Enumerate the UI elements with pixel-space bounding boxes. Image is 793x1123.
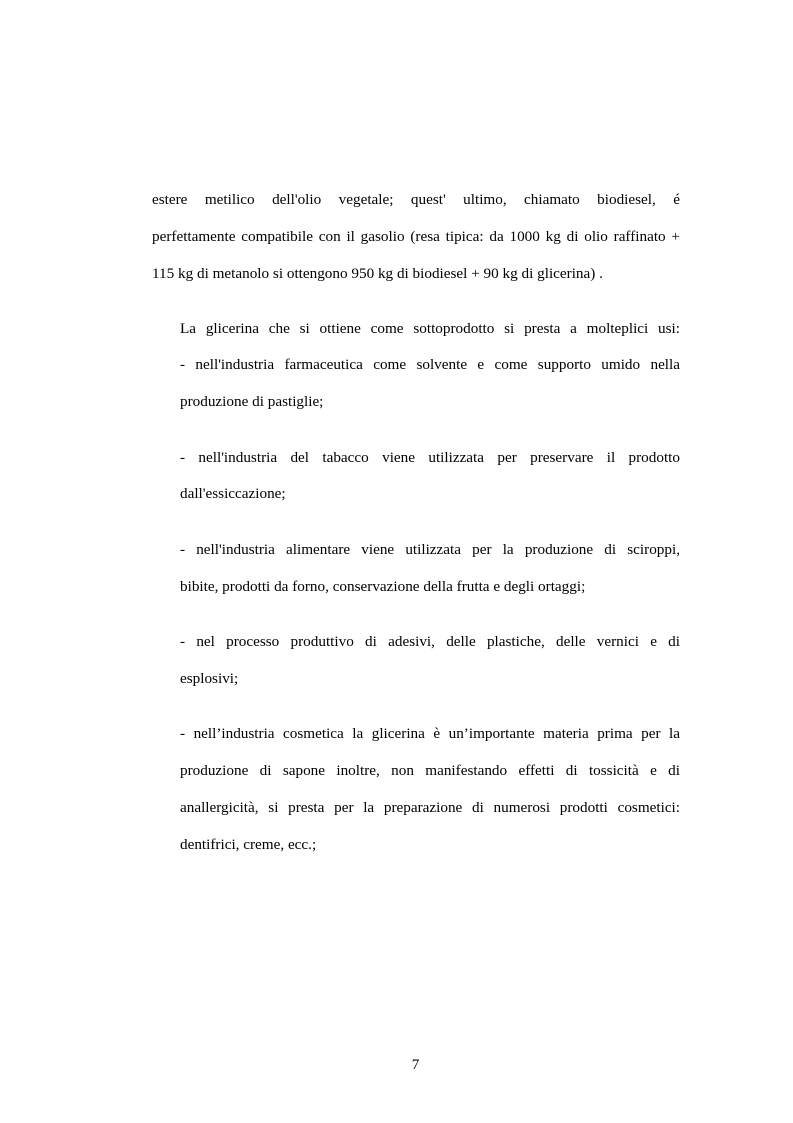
- intro-line: La glicerina che si ottiene come sottoprodotto si presta a molteplici usi:: [180, 320, 680, 337]
- paragraph1-line-2: perfettamente compatibile con il gasolio (resa tipica: da 1000 kg di olio raffinato +: [152, 228, 680, 245]
- list-item-2-line-2: dall'essiccazione;: [180, 485, 286, 502]
- list-item-1-line-1: - nell'industria farmaceutica come solvente e come supporto umido nella: [180, 356, 680, 373]
- page-number: 7: [411, 1056, 420, 1073]
- list-item-4-line-2: esplosivi;: [180, 670, 239, 687]
- paragraph1-line-3: 115 kg di metanolo si ottengono 950 kg di biodiesel + 90 kg di glicerina) .: [152, 265, 603, 282]
- list-item-3-line-2: bibite, prodotti da forno, conservazione della frutta e degli ortaggi;: [180, 578, 586, 595]
- list-item-2-line-1: - nell'industria del tabacco viene utilizzata per preservare il prodotto: [180, 449, 680, 466]
- list-item-5-line-1: - nell’industria cosmetica la glicerina è un’importante materia prima per la: [180, 725, 680, 742]
- list-item-4-line-1: - nel processo produttivo di adesivi, delle plastiche, delle vernici e di: [180, 633, 680, 650]
- list-item-5-line-2: produzione di sapone inoltre, non manifestando effetti di tossicità e di: [180, 762, 680, 779]
- list-item-5-line-3: anallergicità, si presta per la preparazione di numerosi prodotti cosmetici:: [180, 799, 680, 816]
- list-item-1-line-2: produzione di pastiglie;: [180, 393, 324, 410]
- paragraph1-line-1: estere metilico dell'olio vegetale; quest' ultimo, chiamato biodiesel, é: [152, 191, 680, 208]
- list-item-5-line-4: dentifrici, creme, ecc.;: [180, 836, 317, 853]
- list-item-3-line-1: - nell'industria alimentare viene utilizzata per la produzione di sciroppi,: [180, 541, 680, 558]
